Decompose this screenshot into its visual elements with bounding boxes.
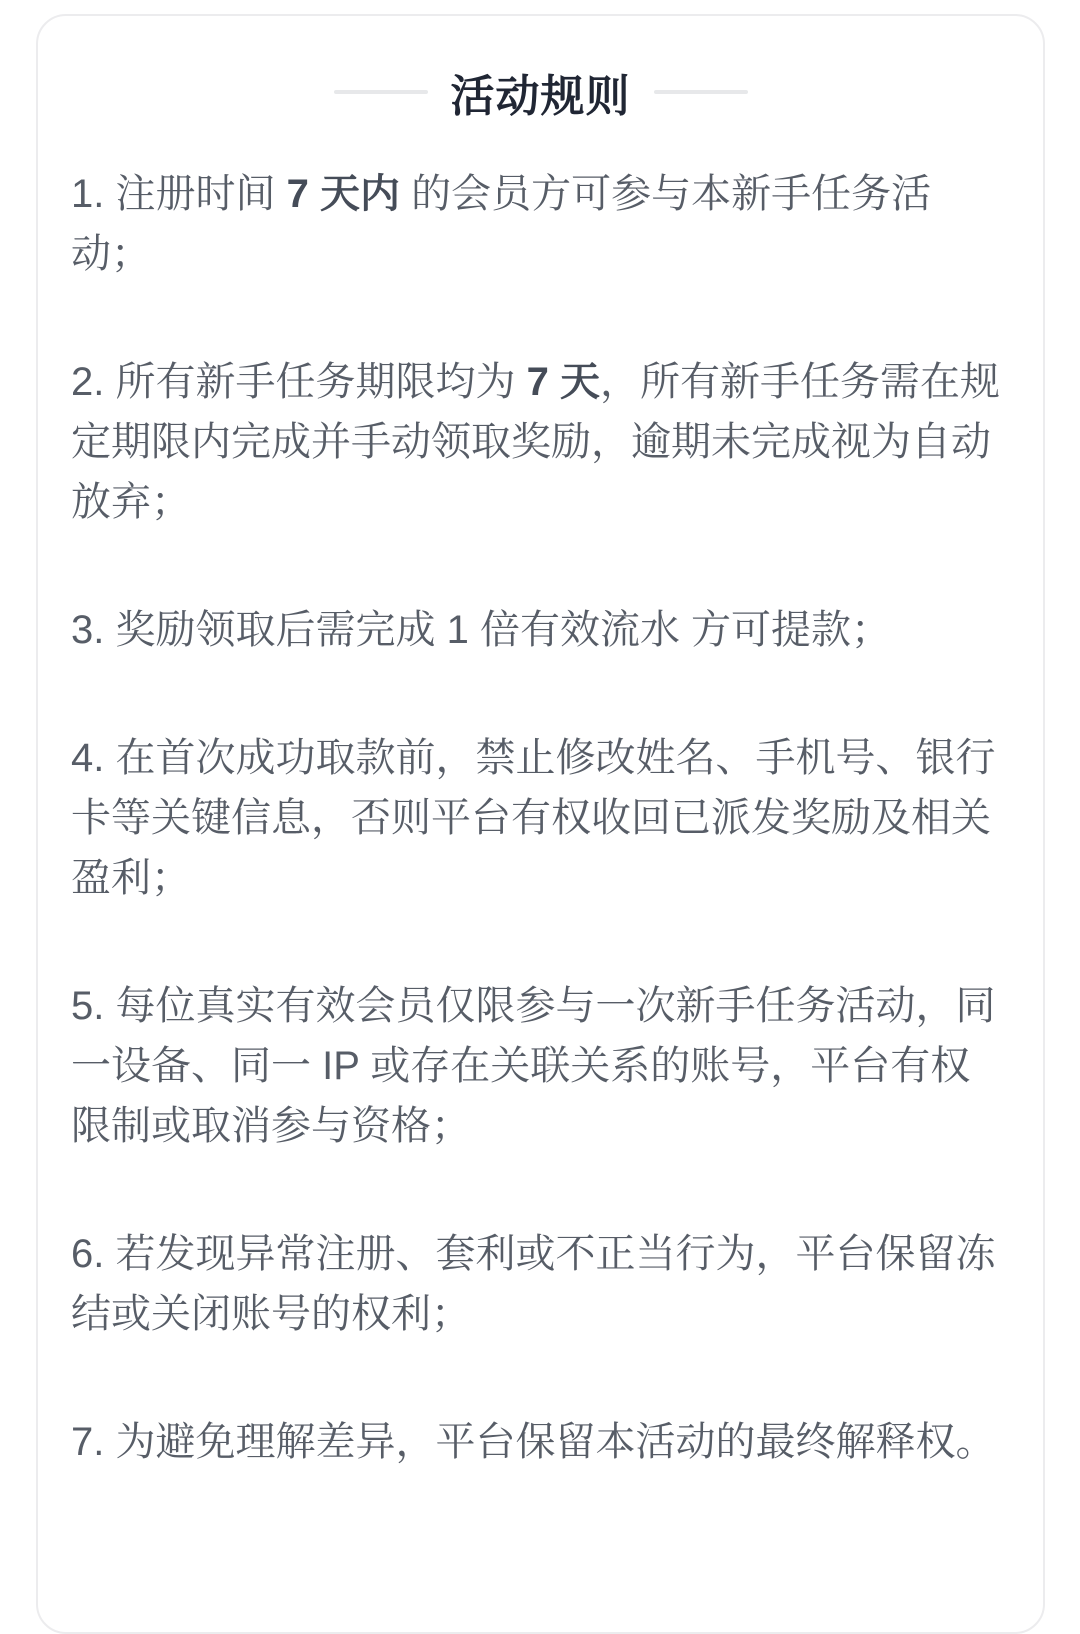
rule-item <box>71 728 1010 908</box>
rule-item <box>71 600 1010 660</box>
rules-list <box>38 118 1043 1472</box>
header-dash-left <box>334 90 428 94</box>
rule-text: ，所有新手任务需在规定期限内完成并手动领取奖励，逾期未完成视为自动放弃； <box>71 360 1000 524</box>
rule-text-bold: 7 天 <box>526 360 600 404</box>
rules-header <box>38 66 1043 121</box>
rule-text: 2. 所有新手任务期限均为 <box>71 360 527 404</box>
rule-text: 3. 奖励领取后需完成 1 倍有效流水 方可提款； <box>71 608 892 652</box>
rule-text: 5. 每位真实有效会员仅限参与一次新手任务活动，同一设备、同一 IP 或存在关联关系的账号，平台有权限制或取消参与资格； <box>71 984 996 1148</box>
header-dash-right <box>654 90 748 94</box>
rule-item <box>71 352 1010 532</box>
rule-text: 1. 注册时间 <box>71 172 287 216</box>
rule-item <box>71 164 1010 284</box>
rule-item <box>71 976 1010 1156</box>
rules-card <box>36 14 1045 1634</box>
rule-text: 4. 在首次成功取款前，禁止修改姓名、手机号、银行卡等关键信息，否则平台有权收回已派发奖励及相关盈利； <box>71 736 996 900</box>
rule-text: 7. 为避免理解差异，平台保留本活动的最终解释权。 <box>71 1420 996 1464</box>
rule-item <box>71 1224 1010 1344</box>
rule-item <box>71 1412 1010 1472</box>
rules-title: 活动规则 <box>450 72 631 121</box>
rule-text: 6. 若发现异常注册、套利或不正当行为，平台保留冻结或关闭账号的权利； <box>71 1232 996 1336</box>
rule-text: 的会员方可参与本新手任务活动； <box>71 172 932 276</box>
rule-text-bold: 7 天内 <box>286 172 400 216</box>
